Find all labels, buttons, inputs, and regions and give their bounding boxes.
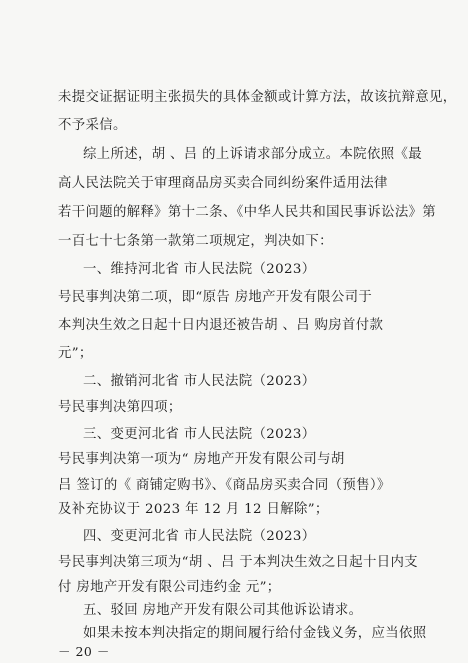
text-line: 三、变更河北省 市人民法院（2023） bbox=[83, 427, 316, 442]
text-line: 四、变更河北省 市人民法院（2023） bbox=[83, 529, 316, 544]
text-line: 号民事判决第二项，即“原告 房地产开发有限公司于 bbox=[58, 290, 373, 305]
text-line: 不予采信。 bbox=[58, 118, 127, 133]
text-line: 一、维持河北省 市人民法院（2023） bbox=[83, 262, 316, 277]
text-line: 二、撤销河北省 市人民法院（2023） bbox=[83, 374, 316, 389]
text-line: 号民事判决第四项； bbox=[58, 400, 182, 415]
text-line: 号民事判决第三项为“胡 、吕 于本判决生效之日起十日内支 bbox=[58, 555, 418, 570]
page-number: － 20 － bbox=[58, 644, 110, 659]
text-line: 未提交证据证明主张损失的具体金额或计算方法，故该抗辩意见， bbox=[58, 90, 457, 105]
text-line: 高人民法院关于审理商品房买卖合同纠纷案件适用法律 bbox=[58, 176, 388, 191]
text-line: 及补充协议于 2023 年 12 月 12 日解除”； bbox=[58, 502, 329, 517]
text-line: 付 房地产开发有限公司违约金 元”； bbox=[58, 580, 281, 595]
text-line: 号民事判决第一项为“ 房地产开发有限公司与胡 bbox=[58, 452, 345, 467]
text-line: 本判决生效之日起十日内退还被告胡 、吕 购房首付款 bbox=[58, 318, 384, 333]
text-line: 如果未按本判决指定的期间履行给付金钱义务，应当依照 bbox=[83, 626, 427, 641]
text-line: 元”； bbox=[58, 346, 93, 361]
text-line: 若干问题的解释》第十二条、《中华人民共和国民事诉讼法》第 bbox=[58, 205, 437, 220]
text-line: 吕 签订的《 商铺定购书》、《商品房买卖合同（预售）》 bbox=[58, 478, 391, 493]
text-line: 综上所述，胡 、吕 的上诉请求部分成立。本院依照《最 bbox=[83, 147, 422, 162]
text-line: 五、驳回 房地产开发有限公司其他诉讼请求。 bbox=[83, 603, 363, 618]
text-line: 一百七十七条第一款第二项规定，判决如下： bbox=[58, 234, 333, 249]
